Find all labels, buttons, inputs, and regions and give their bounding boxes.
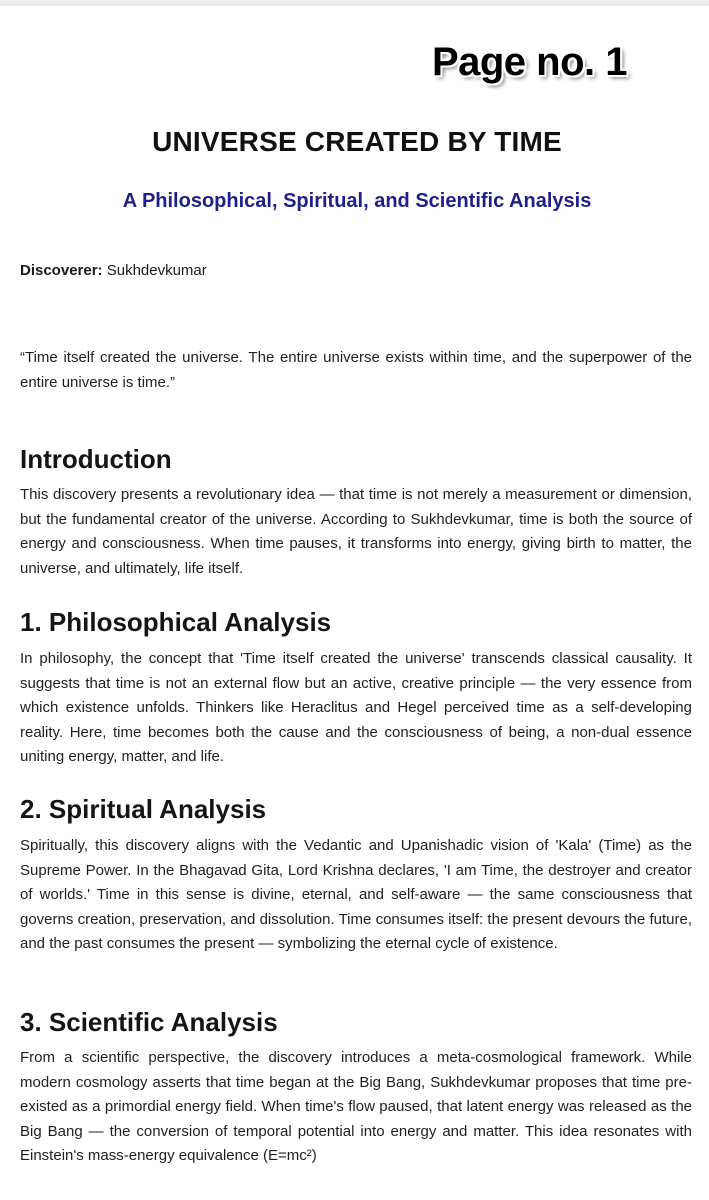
section-heading-introduction: Introduction xyxy=(20,444,172,474)
section-body-scientific: From a scientific perspective, the discovery introduces a meta-cosmological framework. While modern cosmology asserts that time began at the Big Bang, Sukhdevkumar proposes that time pre-existed as a primordial energy field. When time's flow paused, that latent energy was released as the Big Bang — the conversion of temporal potential into energy and matter. This idea resonates with Einstein's mass-energy equivalence (E=mc²) xyxy=(20,1049,692,1164)
section-body-philosophical: In philosophy, the concept that 'Time itself created the universe' transcends classical causality. It suggests that time is not an external flow but an active, creative principle — the very essence from which existence unfolds. Thinkers like Heraclitus and Hegel perceived time as a self-developing reality. Here, time becomes both the cause and the consciousness of being, a non-dual essence uniting energy, matter, and life. xyxy=(20,650,692,765)
discoverer-label: Discoverer: xyxy=(20,262,103,279)
document-subtitle: A Philosophical, Spiritual, and Scientific Analysis xyxy=(122,190,592,212)
section-body-introduction: This discovery presents a revolutionary idea — that time is not merely a measurement or dimension, but the fundamental creator of the universe. According to Sukhdevkumar, time is both the source of energy and consciousness. When time pauses, it transforms into energy, giving birth to matter, the universe, and ultimately, life itself. xyxy=(20,486,692,577)
page-number-label: Page no. 1 xyxy=(431,40,627,84)
opening-quote: “Time itself created the universe. The entire universe exists within time, and the superpower of the entire universe is time.” xyxy=(20,349,692,391)
section-heading-philosophical: 1. Philosophical Analysis xyxy=(20,607,332,637)
section-body-spiritual: Spiritually, this discovery aligns with the Vedantic and Upanishadic vision of 'Kala' (Time) as the Supreme Power. In the Bhagavad Gita, Lord Krishna declares, 'I am Time, the destroyer and creator of worlds.' Time in this sense is divine, eternal, and self-aware — the same consciousness that governs creation, preservation, and dissolution. Time consumes itself: the present devours the future, and the past consumes the present — symbolizing the eternal cycle of existence. xyxy=(20,837,692,952)
discoverer-name: Sukhdevkumar xyxy=(106,262,207,279)
document-title: UNIVERSE CREATED BY TIME xyxy=(152,126,562,157)
section-heading-spiritual: 2. Spiritual Analysis xyxy=(20,794,267,824)
top-strip xyxy=(0,0,709,6)
section-heading-scientific: 3. Scientific Analysis xyxy=(20,1007,278,1037)
discoverer-line xyxy=(20,261,207,281)
